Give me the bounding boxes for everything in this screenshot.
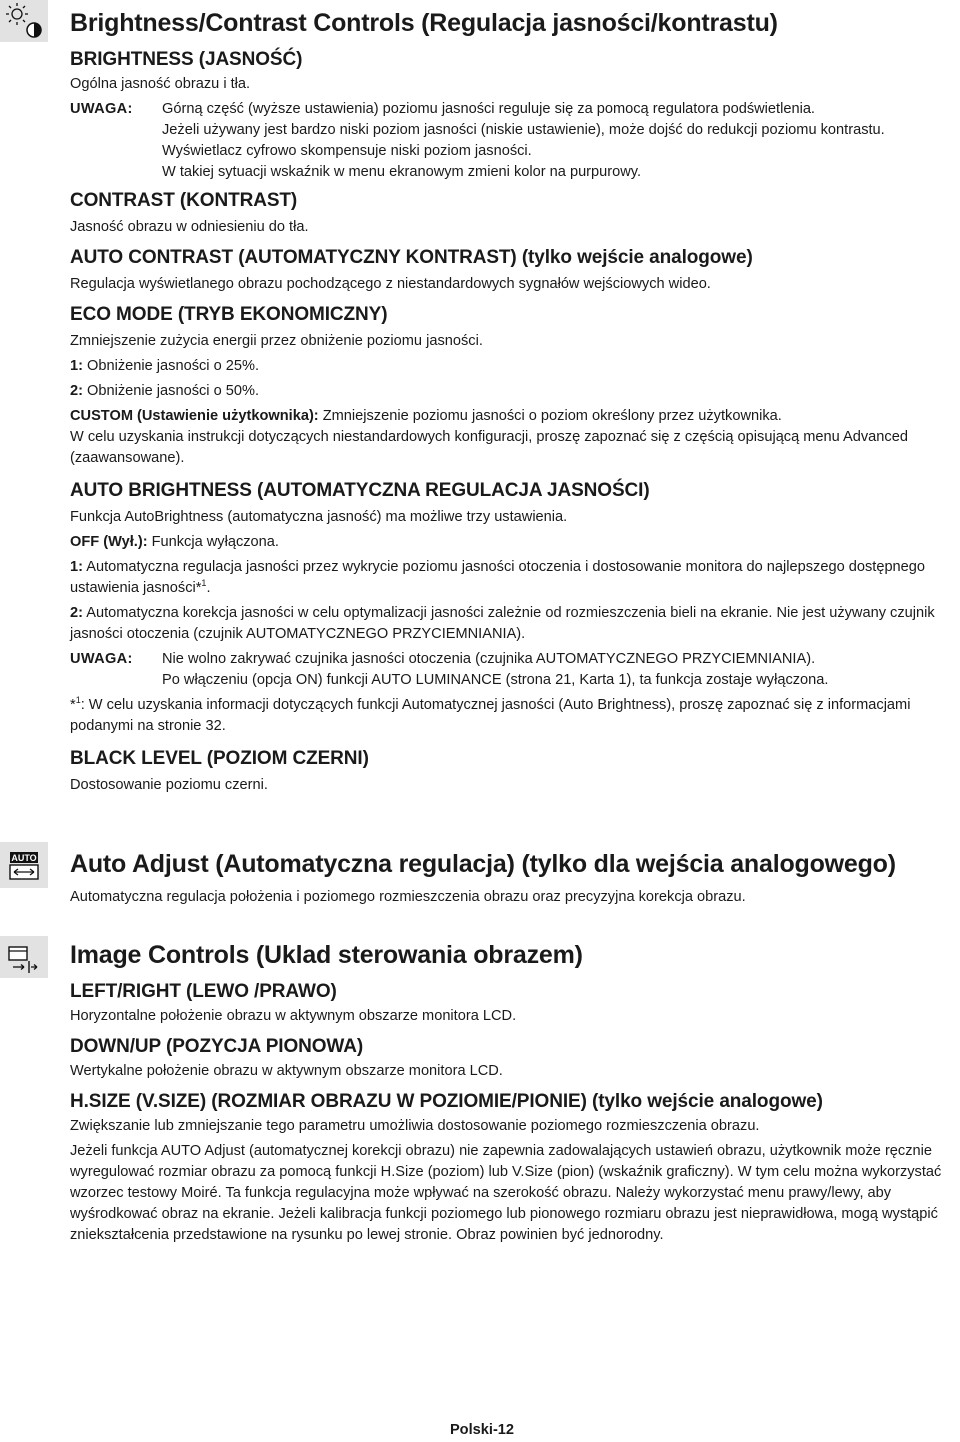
note-line: W takiej sytuacji wskaźnik w menu ekranowym zmieni kolor na purpurowy. <box>162 164 642 180</box>
auto-adjust-desc: Automatyczna regulacja położenia i poziomego rozmieszczenia obrazu oraz precyzyjna korekcja obrazu. <box>70 889 746 905</box>
image-controls-title: Image Controls (Uklad sterowania obrazem) <box>70 941 583 969</box>
brightness-note <box>70 99 952 183</box>
left-right-desc: Horyzontalne położenie obrazu w aktywnym obszarze monitora LCD. <box>70 1008 517 1024</box>
eco-mode-heading: ECO MODE (TRYB EKONOMICZNY) <box>70 304 388 325</box>
auto-adjust-icon <box>0 842 48 888</box>
auto-brightness-heading: AUTO BRIGHTNESS (AUTOMATYCZNA REGULACJA JASNOŚCI) <box>70 480 650 501</box>
black-level-desc: Dostosowanie poziomu czerni. <box>70 777 268 793</box>
auto-brightness-option-2 <box>70 603 952 645</box>
auto-brightness-desc: Funkcja AutoBrightness (automatyczna jasność) ma możliwe trzy ustawienia. <box>70 509 568 525</box>
eco-mode-option-1 <box>70 356 952 377</box>
option-key: CUSTOM (Ustawienie użytkownika): <box>70 408 319 424</box>
left-right-heading: LEFT/RIGHT (LEWO /PRAWO) <box>70 981 337 1002</box>
brightness-contrast-icon <box>0 0 48 42</box>
option-text: Zmniejszenie poziomu jasności o poziom określony przez użytkownika. <box>318 408 782 424</box>
option-text: Obniżenie jasności o 50%. <box>82 383 260 399</box>
auto-contrast-heading: AUTO CONTRAST (AUTOMATYCZNY KONTRAST) (tylko wejście analogowe) <box>70 247 753 268</box>
auto-brightness-note <box>70 649 952 691</box>
brightness-desc: Ogólna jasność obrazu i tła. <box>70 76 251 92</box>
option-key: 1: <box>70 559 83 575</box>
down-up-desc: Wertykalne położenie obrazu w aktywnym obszarze monitora LCD. <box>70 1063 503 1079</box>
option-key: 2: <box>70 605 83 621</box>
auto-adjust-title: Auto Adjust (Automatyczna regulacja) (tylko dla wejścia analogowego) <box>70 850 896 878</box>
note-line: Jeżeli używany jest bardzo niski poziom jasności (niskie ustawienie), może dojść do redukcji poziomu kontrastu. Wyświetlacz cyfrowo skompensuje niski poziom jasności. <box>162 122 885 159</box>
option-text: Funkcja wyłączona. <box>147 534 279 550</box>
image-controls-section <box>70 940 952 1246</box>
image-controls-icon <box>0 936 48 978</box>
black-level-heading: BLACK LEVEL (POZIOM CZERNI) <box>70 748 369 769</box>
option-key: OFF (Wył.): <box>70 534 148 550</box>
option-key: 2: <box>70 383 83 399</box>
contrast-heading: CONTRAST (KONTRAST) <box>70 190 298 211</box>
note-line: Górną część (wyższe ustawienia) poziomu jasności reguluje się za pomocą regulatora podświetlenia. <box>162 101 815 117</box>
note-line: Nie wolno zakrywać czujnika jasności otoczenia (czujnika AUTOMATYCZNEGO PRZYCIEMNIANIA). <box>162 651 816 667</box>
auto-contrast-desc: Regulacja wyświetlanego obrazu pochodzącego z niestandardowych sygnałów wejściowych wideo. <box>70 276 711 292</box>
brightness-contrast-section <box>70 8 952 796</box>
hsize-desc: Zwiększanie lub zmniejszanie tego parametru umożliwia dostosowanie poziomego rozmieszczenia obrazu. <box>70 1118 760 1134</box>
auto-brightness-footnote <box>70 695 952 737</box>
brightness-contrast-title: Brightness/Contrast Controls (Regulacja jasności/kontrastu) <box>70 9 778 37</box>
note-line: Po włączeniu (opcja ON) funkcji AUTO LUMINANCE (strona 21, Karta 1), ta funkcja zostaje wyłączona. <box>162 672 829 688</box>
eco-mode-custom <box>70 406 952 427</box>
note-label: UWAGA: <box>70 101 133 117</box>
auto-adjust-section <box>70 849 952 908</box>
down-up-heading: DOWN/UP (POZYCJA PIONOWA) <box>70 1036 364 1057</box>
eco-mode-custom-extra: W celu uzyskania instrukcji dotyczących niestandardowych konfiguracji, proszę zapoznać się z częścią opisującą menu Advanced (zaawansowane). <box>70 429 908 466</box>
auto-icon-label: AUTO <box>11 853 37 863</box>
page-number: Polski-12 <box>449 1422 515 1438</box>
hsize-extra: Jeżeli funkcja AUTO Adjust (automatycznej korekcji obrazu) nie zapewnia zadowalających ustawień obrazu, użytkownik może ręcznie wyregulować rozmiar obrazu za pomocą funkcji H.Size (poziom) lub V.Size (pion) (wskaźnik graficzny). W tym celu można wykorzystać wzorzec testowy Moiré. Ta funkcja regulacyjna może wpływać na szerokość obrazu. Należy wykorzystać menu prawy/lewy, aby wyśrodkować obraz na ekranie. Jeżeli kalibracja funkcji poziomego lub pionowego rozmiaru obrazu jest nieprawidłowa, mogą wystąpić zniekształcenia przedstawione na rysunku po lewej stronie. Obraz powinien być jednorodny. <box>70 1143 942 1243</box>
auto-brightness-off <box>70 532 952 553</box>
eco-mode-desc: Zmniejszenie zużycia energii przez obniżenie poziomu jasności. <box>70 333 483 349</box>
option-key: 1: <box>70 358 83 374</box>
footnote-mark: * <box>70 697 76 713</box>
option-text-end: . <box>206 580 211 596</box>
eco-mode-option-2 <box>70 381 952 402</box>
option-text: Automatyczna regulacja jasności przez wykrycie poziomu jasności otoczenia i dostosowanie monitora do najlepszego dostępnego ustawienia jasności* <box>70 559 926 596</box>
footnote-text: : W celu uzyskania informacji dotyczących funkcji Automatycznej jasności (Auto Brightness), proszę zapoznać się z informacjami podanymi na stronie 32. <box>70 697 911 734</box>
note-label: UWAGA: <box>70 651 133 667</box>
option-text: Automatyczna korekcja jasności w celu optymalizacji jasności zależnie od rozmieszczenia bieli na ekranie. Nie jest używany czujnik jasności otoczenia (czujnik AUTOMATYCZNEGO PRZYCIEMNIANIA). <box>70 605 935 642</box>
brightness-heading: BRIGHTNESS (JASNOŚĆ) <box>70 49 303 70</box>
hsize-heading: H.SIZE (V.SIZE) (ROZMIAR OBRAZU W POZIOMIE/PIONIE) (tylko wejście analogowe) <box>70 1091 823 1112</box>
footnote-number: 1 <box>75 695 81 706</box>
footnote-ref: 1 <box>201 578 207 589</box>
auto-brightness-option-1 <box>70 557 952 599</box>
option-text: Obniżenie jasności o 25%. <box>82 358 260 374</box>
contrast-desc: Jasność obrazu w odniesieniu do tła. <box>70 219 309 235</box>
